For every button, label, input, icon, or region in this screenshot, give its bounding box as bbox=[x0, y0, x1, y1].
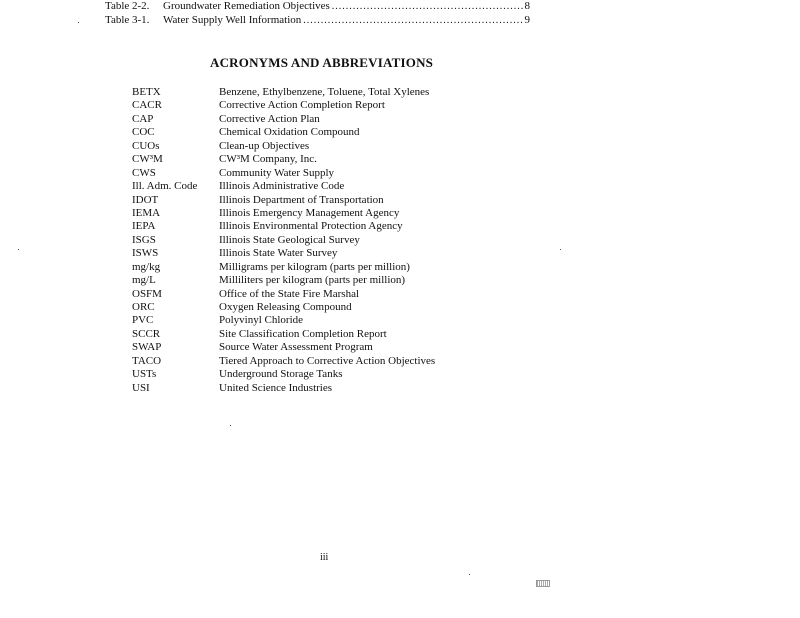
acronym-term: IEPA bbox=[132, 220, 156, 233]
acronym-term: IDOT bbox=[132, 193, 159, 206]
toc-entry-label: Table 2-2. bbox=[105, 0, 150, 12]
acronym-term: BETX bbox=[132, 86, 161, 98]
acronym-term: PVC bbox=[132, 314, 154, 327]
acronym-definition: Corrective Action Plan bbox=[219, 112, 320, 125]
acronym-term: CW³M bbox=[132, 153, 163, 166]
acronym-term: IEMA bbox=[132, 206, 161, 219]
acronym-definition: Illinois Administrative Code bbox=[219, 180, 345, 193]
section-heading: ACRONYMS AND ABBREVIATIONS bbox=[210, 55, 434, 70]
acronym-definition: Illinois State Water Survey bbox=[219, 247, 338, 260]
scan-speck bbox=[78, 22, 79, 23]
acronym-definition: Illinois Environmental Protection Agency bbox=[219, 220, 403, 233]
acronym-term: OSFM bbox=[132, 287, 162, 300]
acronym-definition: Illinois State Geological Survey bbox=[219, 233, 360, 246]
scan-speck bbox=[18, 249, 19, 250]
toc-leader-dots bbox=[332, 0, 523, 13]
acronym-definition: CW³M Company, Inc. bbox=[219, 153, 317, 166]
acronym-term: CAP bbox=[132, 112, 154, 125]
acronym-term: ORC bbox=[132, 301, 155, 313]
scan-speck bbox=[230, 425, 231, 426]
acronym-definition: Source Water Assessment Program bbox=[219, 341, 373, 354]
acronym-definition: Site Classification Completion Report bbox=[219, 327, 387, 340]
acronym-term: Ill. Adm. Code bbox=[132, 180, 198, 193]
acronym-definition: Milligrams per kilogram (parts per million) bbox=[219, 260, 410, 273]
toc-entry-table-3-1 bbox=[105, 14, 530, 27]
acronym-definition: United Science Industries bbox=[219, 381, 333, 394]
acronym-term: CACR bbox=[132, 99, 162, 112]
acronym-definition: Underground Storage Tanks bbox=[219, 368, 343, 381]
acronym-term: ISWS bbox=[132, 247, 159, 260]
acronym-term: SCCR bbox=[132, 327, 161, 340]
acronym-term: USTs bbox=[132, 368, 157, 381]
acronym-term: USI bbox=[132, 381, 150, 394]
toc-entry-label: Table 3-1. bbox=[105, 14, 150, 26]
acronym-definition: Office of the State Fire Marshal bbox=[219, 287, 360, 300]
page-number: iii bbox=[320, 552, 329, 563]
toc-entry-title: Water Supply Well Information bbox=[163, 14, 302, 26]
acronym-definition: Community Water Supply bbox=[219, 166, 335, 179]
acronym-term: mg/kg bbox=[132, 260, 161, 273]
acronym-term: ISGS bbox=[132, 233, 156, 246]
toc-leader-dots bbox=[303, 14, 522, 27]
acronym-term: SWAP bbox=[132, 341, 162, 354]
acronym-term: TACO bbox=[132, 354, 162, 367]
acronym-definition: Milliliters per kilogram (parts per million) bbox=[219, 274, 406, 287]
toc-entry-page: 8 bbox=[524, 0, 530, 12]
acronym-definition: Illinois Emergency Management Agency bbox=[219, 206, 400, 219]
acronym-term: COC bbox=[132, 126, 155, 139]
acronym-definition: Illinois Department of Transportation bbox=[219, 193, 384, 206]
scan-stamp-mark bbox=[536, 580, 550, 587]
scan-speck bbox=[469, 574, 470, 575]
acronym-definition: Benzene, Ethylbenzene, Toluene, Total Xylenes bbox=[219, 86, 430, 98]
acronym-definition: Polyvinyl Chloride bbox=[219, 314, 304, 327]
acronym-term: CUOs bbox=[132, 139, 160, 152]
acronym-definition: Corrective Action Completion Report bbox=[219, 99, 385, 112]
acronym-definition: Oxygen Releasing Compound bbox=[219, 301, 352, 313]
acronym-definition: Chemical Oxidation Compound bbox=[219, 126, 360, 139]
scan-speck bbox=[560, 249, 561, 250]
toc-entry-table-2-2 bbox=[105, 0, 530, 13]
acronym-definition: Tiered Approach to Corrective Action Objectives bbox=[219, 354, 436, 367]
toc-entry-page: 9 bbox=[524, 14, 530, 26]
toc-entry-title: Groundwater Remediation Objectives bbox=[163, 0, 330, 12]
acronym-term: mg/L bbox=[132, 274, 156, 287]
acronym-definition: Clean-up Objectives bbox=[219, 139, 310, 152]
acronym-term: CWS bbox=[132, 166, 156, 179]
